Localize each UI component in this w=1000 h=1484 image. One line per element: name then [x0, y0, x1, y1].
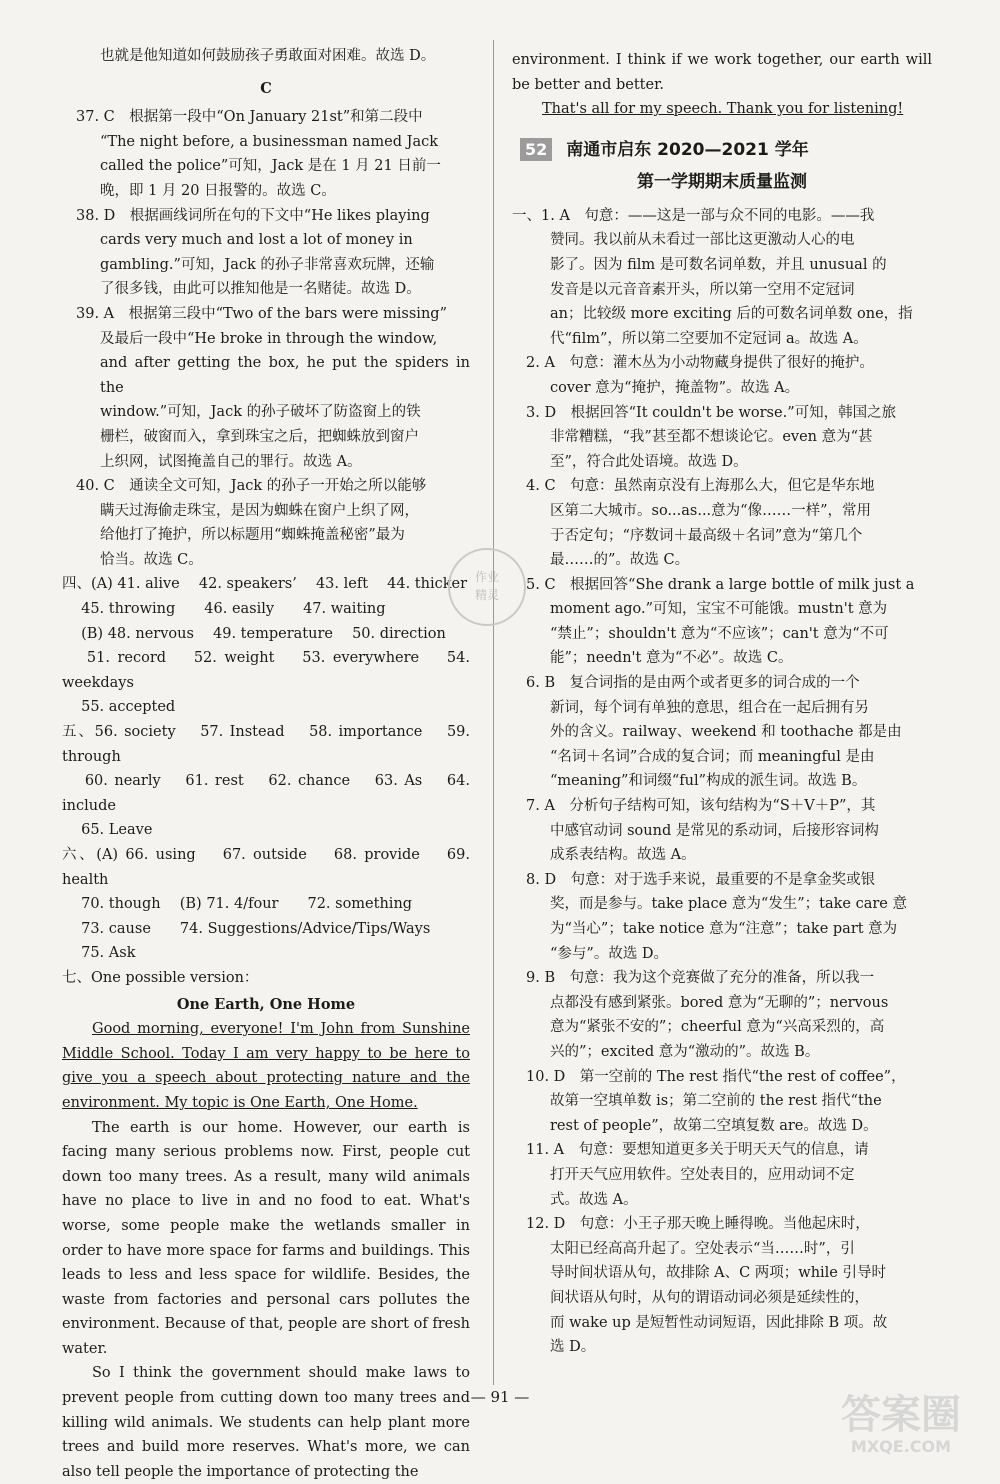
watermark-logo: 答案圈 MXQE.COM [841, 1392, 961, 1456]
essay-title: One Earth, One Home [176, 995, 356, 1013]
answer-line: 7. A 分析句子结构可知，该句结构为“S＋V＋P”，其 [526, 798, 876, 815]
answer-line: 选 D。 [550, 1339, 596, 1356]
answer-40: 40. C 通读全文可知，Jack 的孙子一开始之所以能够 瞒天过海偷走珠宝，是因为蜘蛛在窗户上织了网， 给他打了掩护，所以标题用“蜘蛛掩盖秘密”最为 恰当。故选 C。 [76, 478, 427, 568]
answer-38: 38. D 根据画线词所在句的下文中“He likes playing cards very much and lost a lot of money in gambling.”可知，Jack 的孙子非常喜欢玩牌，还输 了很多钱，由此可以推知他是一名赌徒。故选 D。 [76, 207, 435, 298]
page-number: — 91 — [470, 1388, 530, 1406]
answer-line: 点都没有感到紧张。bored 意为“无聊的”；nervous [550, 994, 889, 1011]
answer-line: 外的含义。railway、weekend 和 toothache 都是由 [550, 724, 902, 741]
answer-line: 打开天气应用软件。空处表目的，应用动词不定 [550, 1166, 855, 1183]
answer-item [512, 401, 932, 475]
answer-line: 45. throwing 46. easily 47. waiting [62, 601, 386, 618]
left-column [62, 44, 470, 1484]
answer-37: 37. C 根据第一段中“On January 21st”和第二段中 “The night before, a businessman named Jack called the police”可知，Jack 是在 1 月 21 日前一 晚，即 1 月 20 日报警的。故选 C。 [76, 109, 441, 199]
answer-line: 11. A 句意：要想知道更多关于明天天气的信息，请 [526, 1142, 869, 1159]
answer-explanation-cont: 也就是他知道如何鼓励孩子勇敢面对困难。故选 D。 [100, 48, 436, 64]
essay-paragraph-3: So I think the government should make laws to prevent people from cutting down too many trees and killing wild animals. We students can help plant more trees and build more reserves. What's more, we can also tell people the importance of protecting the [62, 1365, 470, 1480]
answer-line: 导时间状语从句，故排除 A、C 两项；while 引导时 [550, 1265, 886, 1282]
answer-line: 75. Ask [62, 945, 136, 962]
answer-line: 6. B 复合词指的是由两个或者更多的词合成的一个 [526, 675, 860, 692]
answer-line: rest of people”，故第二空填复数 are。故选 D。 [550, 1117, 878, 1134]
answer-line: 能”；needn't 意为“不必”。故选 C。 [550, 650, 793, 667]
answer-item [512, 671, 932, 794]
answer-line: 六、(A) 66. using 67. outside 68. provide 69. health [62, 847, 470, 888]
answer-line: 60. nearly 61. rest 62. chance 63. As 64. include [62, 773, 470, 814]
answer-line: 间状语从句时，从句的谓语动词必须是延续性的， [550, 1289, 869, 1306]
answer-items [512, 204, 932, 1360]
answer-line: 代“film”，所以第二空要加不定冠词 a。故选 A。 [550, 330, 868, 347]
answer-item [512, 351, 932, 400]
answer-line: 2. A 句意：灌木丛为小动物藏身提供了很好的掩护。 [526, 355, 874, 372]
answer-line: 成系表结构。故选 A。 [550, 847, 696, 864]
answer-item [512, 966, 932, 1064]
column-divider [493, 40, 494, 1385]
answer-line: 8. D 句意：对于选手来说，最重要的不是拿金奖或银 [526, 871, 876, 888]
essay-closing: That's all for my speech. Thank you for listening! [542, 101, 904, 118]
answer-item [512, 1212, 932, 1360]
answer-line: 中感官动词 sound 是常见的系动词，后接形容词构 [550, 822, 879, 839]
answer-line: 65. Leave [62, 822, 153, 839]
answer-line: 故第一空填单数 is；第二空前的 the rest 指代“the [550, 1093, 882, 1110]
section-header [520, 136, 932, 164]
answer-line: cover 意为“掩护，掩盖物”。故选 A。 [550, 379, 800, 396]
answer-line: 于否定句；“序数词＋最高级＋名词”意为“第几个 [550, 527, 863, 544]
answer-line: 式。故选 A。 [550, 1191, 638, 1208]
answer-line: “参与”。故选 D。 [550, 945, 669, 962]
answer-line: “名词＋名词”合成的复合词；而 meaningful 是由 [550, 748, 875, 765]
answer-line: moment ago.”可知，宝宝不可能饿。mustn't 意为 [550, 601, 888, 618]
essay-continued: environment. I think if we work together, our earth will be better and better. [512, 52, 932, 93]
answer-line: 奖，而是参与。take place 意为“发生”；take care 意 [550, 896, 907, 913]
answer-39: 39. A 根据第三段中“Two of the bars were missing” 及最后一段中“He broke in through the window, and after getting the box, he put the spiders in the window.”可知，Jack 的孙子破坏了防盗窗上的铁 栅栏，破窗而入，拿到珠宝之后，把蜘蛛放到窗户 上织网，试图掩盖自己的罪行。故选 A。 [76, 305, 470, 470]
answer-line: 四、(A) 41. alive 42. speakers’ 43. left 44. thicker [62, 576, 468, 593]
answer-line: 而 wake up 是短暂性动词短语，因此排除 B 项。故 [550, 1314, 888, 1331]
answer-line: 一、1. A 句意：——这是一部与众不同的电影。——我 [512, 207, 875, 224]
answer-line: 4. C 句意：虽然南京没有上海那么大，但它是华东地 [526, 478, 875, 495]
answer-line: an；比较级 more exciting 后的可数名词单数 one，指 [550, 306, 913, 323]
answer-line: 最……的”。故选 C。 [550, 552, 690, 569]
answer-line: 51. record 52. weight 53. everywhere 54. weekdays [62, 650, 470, 691]
answer-line: 非常糟糕，“我”甚至都不想谈论它。even 意为“甚 [550, 429, 873, 446]
right-column [512, 48, 932, 1360]
answer-item [512, 474, 932, 572]
section-c-heading: C [260, 79, 272, 97]
answer-line: 为“当心”；take notice 意为“注意”；take part 意为 [550, 921, 898, 937]
answer-line: 至”，符合此处语境。故选 D。 [550, 453, 748, 470]
answer-line: “禁止”；shouldn't 意为“不应该”；can't 意为“不可 [550, 625, 889, 642]
stamp-seal: 作业 精灵 [448, 548, 526, 626]
answer-line: 区第二大城市。so...as...意为“像……一样”，常用 [550, 502, 871, 519]
answer-line: 12. D 句意：小王子那天晚上睡得晚。当他起床时， [526, 1216, 870, 1233]
answer-line: 五、56. society 57. Instead 58. importance 59. through [62, 724, 470, 765]
answer-line: 七、One possible version： [62, 969, 259, 986]
answer-line: 发音是以元音音素开头，所以第一空用不定冠词 [550, 281, 855, 298]
answer-line: 3. D 根据回答“It couldn't be worse.”可知，韩国之旅 [526, 404, 897, 421]
answer-line: “meaning”和词缀“ful”构成的派生词。故选 B。 [550, 773, 867, 790]
answer-line: (B) 48. nervous 49. temperature 50. direction [62, 625, 446, 642]
section-title: 南通市启东 2020—2021 学年 [566, 139, 809, 160]
answer-line: 赞同。我以前从未看过一部比这更激动人心的电 [550, 232, 855, 249]
answer-line: 5. C 根据回答“She drank a large bottle of milk just a [526, 576, 915, 593]
answer-line: 10. D 第一空前的 The rest 指代“the rest of coffee”， [526, 1068, 906, 1085]
answer-item [512, 1138, 932, 1212]
answer-item [512, 204, 932, 352]
answer-line: 73. cause 74. Suggestions/Advice/Tips/Ways [62, 920, 431, 937]
section-subtitle: 第一学期期末质量监测 [637, 171, 807, 192]
answer-line: 影了。因为 film 是可数名词单数，并且 unusual 的 [550, 256, 887, 273]
essay-paragraph-2: The earth is our home. However, our earth is facing many serious problems now. First, people cut down too many trees. As a result, many wild animals have no place to live in and no food to eat. What's worse, some people make the wetlands smaller in order to have more space for farms and buildings. This leads to less and less space for wildlife. Besides, the waste from factories and personal cars pollutes the environment. Because of that, people are short of fresh water. [62, 1119, 470, 1357]
answer-item [512, 1065, 932, 1139]
answer-line: 9. B 句意：我为这个竞赛做了充分的准备，所以我一 [526, 970, 875, 987]
answer-key-list [62, 572, 470, 990]
answer-item [512, 868, 932, 966]
answer-line: 兴的”；excited 意为“激动的”。故选 B。 [550, 1043, 820, 1060]
answer-item [512, 794, 932, 868]
answer-line: 新词，每个词有单独的意思，组合在一起后拥有另 [550, 699, 869, 716]
answer-line: 意为“紧张不安的”；cheerful 意为“兴高采烈的，高 [550, 1019, 885, 1036]
answer-line: 70. though (B) 71. 4/four 72. something [62, 896, 413, 913]
answer-line: 太阳已经高高升起了。空处表示“当……时”，引 [550, 1240, 855, 1257]
answer-item [512, 573, 932, 671]
answer-line: 55. accepted [62, 699, 176, 716]
essay-intro: Good morning, everyone! I'm John from Sunshine Middle School. Today I am very happy to be here to give you a speech about protecting nature and the environment. My topic is One Earth, One Home. [62, 1021, 470, 1111]
section-number: 52 [520, 138, 552, 161]
